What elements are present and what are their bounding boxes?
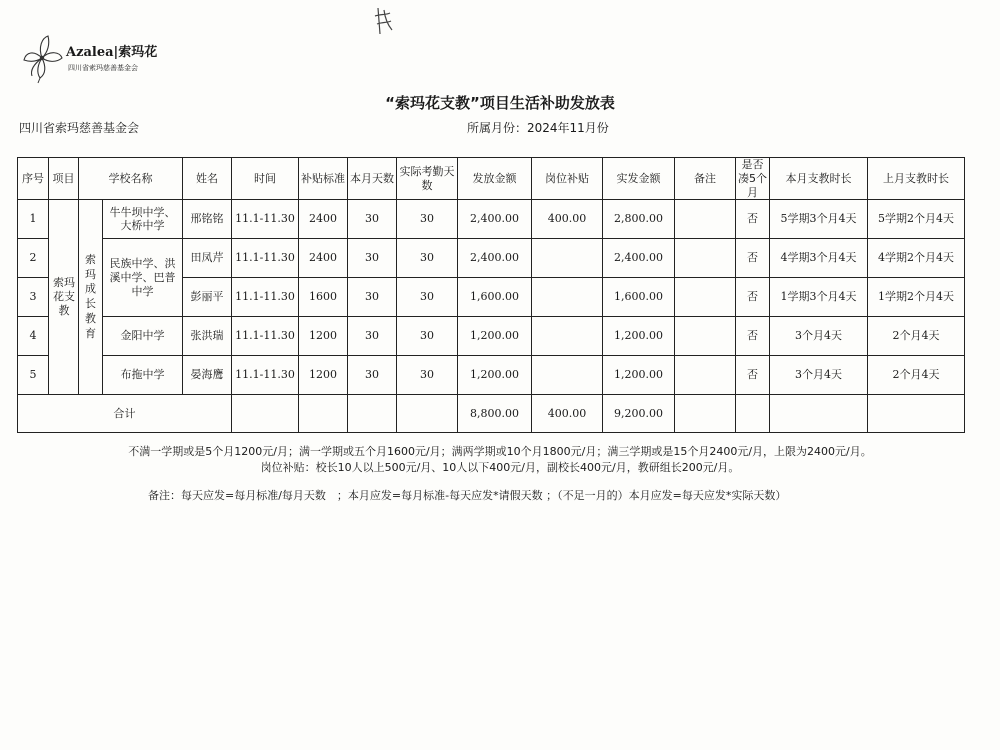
page-title: “索玛花支教”项目生活补助发放表 [385, 94, 615, 112]
header-name: 姓名 [183, 158, 232, 200]
foundation-logo [20, 32, 170, 87]
cell-note [675, 239, 736, 278]
cell-name: 彭丽平 [183, 278, 232, 317]
cell-paid: 1,200.00 [603, 356, 675, 395]
cell-seq: 5 [18, 356, 49, 395]
cell-standard: 1200 [299, 356, 348, 395]
cell-project [49, 200, 79, 395]
cell-last-month: 1学期2个月4天 [868, 278, 965, 317]
header-this-month: 本月支教时长 [770, 158, 868, 200]
subsidy-table [17, 157, 965, 433]
organization-name: 四川省索玛慈善基金会 [19, 121, 140, 135]
total-empty-note [675, 395, 736, 433]
header-days: 本月天数 [348, 158, 397, 200]
cell-name: 张洪瑞 [183, 317, 232, 356]
cell-note [675, 278, 736, 317]
cell-name: 邢铭铭 [183, 200, 232, 239]
cell-paid: 2,400.00 [603, 239, 675, 278]
header-note: 备注 [675, 158, 736, 200]
cell-school: 布拖中学 [103, 356, 183, 395]
cell-paid: 2,800.00 [603, 200, 675, 239]
total-empty-time [232, 395, 299, 433]
subproject-label: 索玛成长教育 [85, 252, 96, 340]
cell-post [532, 356, 603, 395]
cell-amount: 1,200.00 [458, 356, 532, 395]
cell-full5: 否 [736, 200, 770, 239]
logo-subtitle: 四川省索玛慈善基金会 [68, 64, 138, 72]
cell-time: 11.1-11.30 [232, 317, 299, 356]
cell-full5: 否 [736, 239, 770, 278]
header-last-month: 上月支教时长 [868, 158, 965, 200]
cell-this-month: 4学期3个月4天 [770, 239, 868, 278]
cell-this-month: 3个月4天 [770, 317, 868, 356]
cell-name: 田凤芹 [183, 239, 232, 278]
cell-last-month: 2个月4天 [868, 356, 965, 395]
cell-note [675, 200, 736, 239]
cell-actual-days: 30 [397, 239, 458, 278]
project-label: 索玛花支教 [53, 275, 75, 318]
total-empty-actual-days [397, 395, 458, 433]
cell-full5: 否 [736, 356, 770, 395]
cell-seq: 2 [18, 239, 49, 278]
cell-post [532, 239, 603, 278]
cell-days: 30 [348, 278, 397, 317]
cell-standard: 2400 [299, 200, 348, 239]
cell-standard: 1600 [299, 278, 348, 317]
cell-last-month: 2个月4天 [868, 317, 965, 356]
cell-standard: 2400 [299, 239, 348, 278]
cell-time: 11.1-11.30 [232, 278, 299, 317]
cell-actual-days: 30 [397, 317, 458, 356]
total-empty-standard [299, 395, 348, 433]
table-row [18, 317, 965, 356]
cell-post [532, 317, 603, 356]
total-empty-days [348, 395, 397, 433]
cell-actual-days: 30 [397, 278, 458, 317]
header-actual-days: 实际考勤天数 [397, 158, 458, 200]
table-row [18, 200, 965, 239]
cell-amount: 2,400.00 [458, 200, 532, 239]
cell-days: 30 [348, 239, 397, 278]
cell-amount: 1,200.00 [458, 317, 532, 356]
total-amount: 8,800.00 [458, 395, 532, 433]
total-empty-full5 [736, 395, 770, 433]
handwritten-mark [372, 4, 396, 38]
cell-paid: 1,600.00 [603, 278, 675, 317]
notes-line-2: 岗位补贴：校长10人以上500元/月、10人以下400元/月，副校长400元/月，教研组长200元/月。 [260, 461, 740, 474]
cell-days: 30 [348, 317, 397, 356]
total-row [18, 395, 965, 433]
table-row [18, 239, 965, 278]
cell-full5: 否 [736, 317, 770, 356]
cell-this-month: 1学期3个月4天 [770, 278, 868, 317]
header-paid: 实发金额 [603, 158, 675, 200]
cell-amount: 2,400.00 [458, 239, 532, 278]
cell-days: 30 [348, 356, 397, 395]
cell-school: 民族中学、洪溪中学、巴普中学 [103, 239, 183, 317]
cell-last-month: 4学期2个月4天 [868, 239, 965, 278]
notes-line-1: 不满一学期或是5个月1200元/月；满一学期或五个月1600元/月；满两学期或10个月1800元/月；满三学期或是15个月2400元/月，上限为2400元/月。 [128, 445, 872, 458]
remark-line: 备注：每天应发=每月标准/每月天数 ；本月应发=每月标准-每天应发*请假天数 ；（不足一月的）本月应发=每天应发*实际天数） [148, 489, 787, 502]
cell-seq: 3 [18, 278, 49, 317]
cell-actual-days: 30 [397, 356, 458, 395]
cell-paid: 1,200.00 [603, 317, 675, 356]
month-label: 所属月份：2024年11月份 [467, 121, 609, 135]
header-project: 项目 [49, 158, 79, 200]
cell-actual-days: 30 [397, 200, 458, 239]
cell-amount: 1,600.00 [458, 278, 532, 317]
cell-standard: 1200 [299, 317, 348, 356]
cell-time: 11.1-11.30 [232, 239, 299, 278]
cell-last-month: 5学期2个月4天 [868, 200, 965, 239]
total-empty-this-month [770, 395, 868, 433]
cell-seq: 1 [18, 200, 49, 239]
cell-days: 30 [348, 200, 397, 239]
cell-post: 400.00 [532, 200, 603, 239]
cell-this-month: 3个月4天 [770, 356, 868, 395]
cell-post [532, 278, 603, 317]
cell-seq: 4 [18, 317, 49, 356]
header-school: 学校名称 [79, 158, 183, 200]
cell-this-month: 5学期3个月4天 [770, 200, 868, 239]
header-time: 时间 [232, 158, 299, 200]
cell-full5: 否 [736, 278, 770, 317]
cell-school: 牛牛坝中学、大桥中学 [103, 200, 183, 239]
total-empty-last-month [868, 395, 965, 433]
cell-subproject [79, 200, 103, 395]
header-standard: 补贴标准 [299, 158, 348, 200]
header-full5: 是否凑5个月 [736, 158, 770, 200]
header-amount: 发放金额 [458, 158, 532, 200]
cell-name: 晏海鹰 [183, 356, 232, 395]
cell-note [675, 356, 736, 395]
cell-time: 11.1-11.30 [232, 356, 299, 395]
header-seq: 序号 [18, 158, 49, 200]
logo-brand-text: Azalea|索玛花 [66, 45, 158, 60]
total-label: 合计 [18, 395, 232, 433]
cell-school: 金阳中学 [103, 317, 183, 356]
standard-notes [0, 444, 1000, 476]
total-post: 400.00 [532, 395, 603, 433]
table-row [18, 356, 965, 395]
total-paid: 9,200.00 [603, 395, 675, 433]
cell-note [675, 317, 736, 356]
table-header-row [18, 158, 965, 200]
azalea-flower-icon [20, 32, 65, 84]
cell-time: 11.1-11.30 [232, 200, 299, 239]
header-post: 岗位补贴 [532, 158, 603, 200]
